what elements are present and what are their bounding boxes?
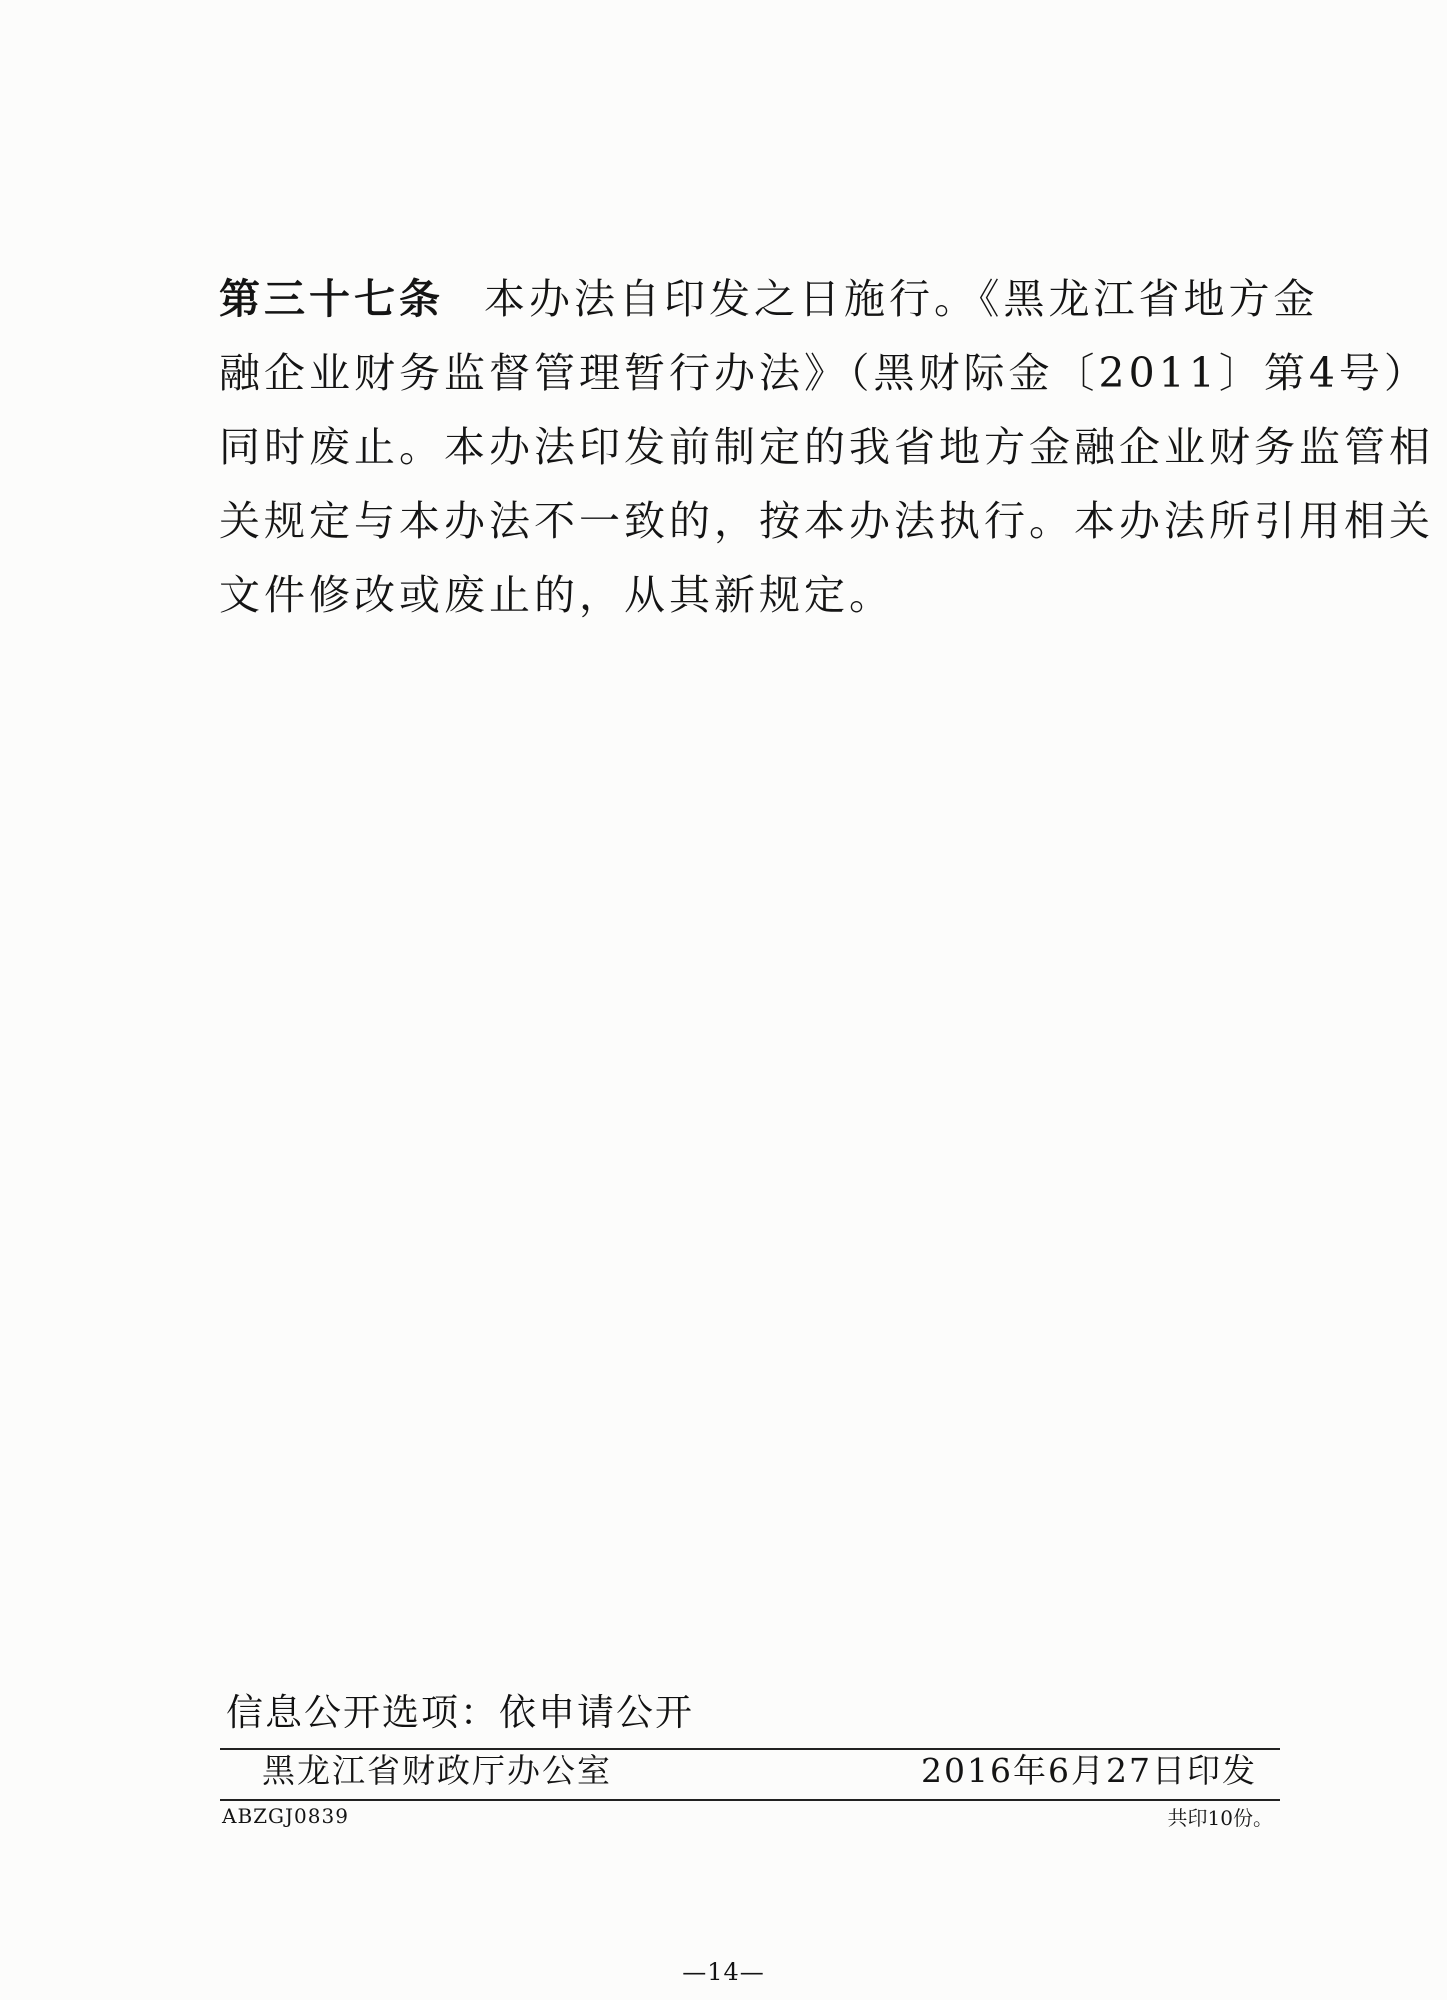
issue-date: 2016年6月27日印发	[921, 1751, 1257, 1790]
article-line-4: 关规定与本办法不一致的，按本办法执行。本办法所引用相关	[219, 497, 1434, 545]
article-line-1	[219, 262, 1319, 336]
article-text-1: 本办法自印发之日施行。《黑龙江省地方金	[484, 275, 1319, 323]
copies-count: 共印10份。	[1167, 1806, 1273, 1830]
disclosure-option: 信息公开选项：依申请公开	[226, 1691, 694, 1734]
page-number: —14—	[682, 1958, 765, 1986]
article-number: 第三十七条	[219, 275, 444, 323]
footer-bottom-rule	[220, 1799, 1280, 1801]
article-line-2: 融企业财务监督管理暂行办法》（黑财际金〔2011〕第4号）	[219, 349, 1429, 397]
article-line-3: 同时废止。本办法印发前制定的我省地方金融企业财务监管相	[219, 423, 1434, 471]
article-37	[219, 262, 1434, 632]
issuer: 黑龙江省财政厅办公室	[262, 1751, 612, 1790]
article-paragraph	[219, 262, 1434, 632]
document-code: ABZGJ0839	[222, 1804, 349, 1828]
article-line-5: 文件修改或废止的，从其新规定。	[219, 571, 894, 619]
